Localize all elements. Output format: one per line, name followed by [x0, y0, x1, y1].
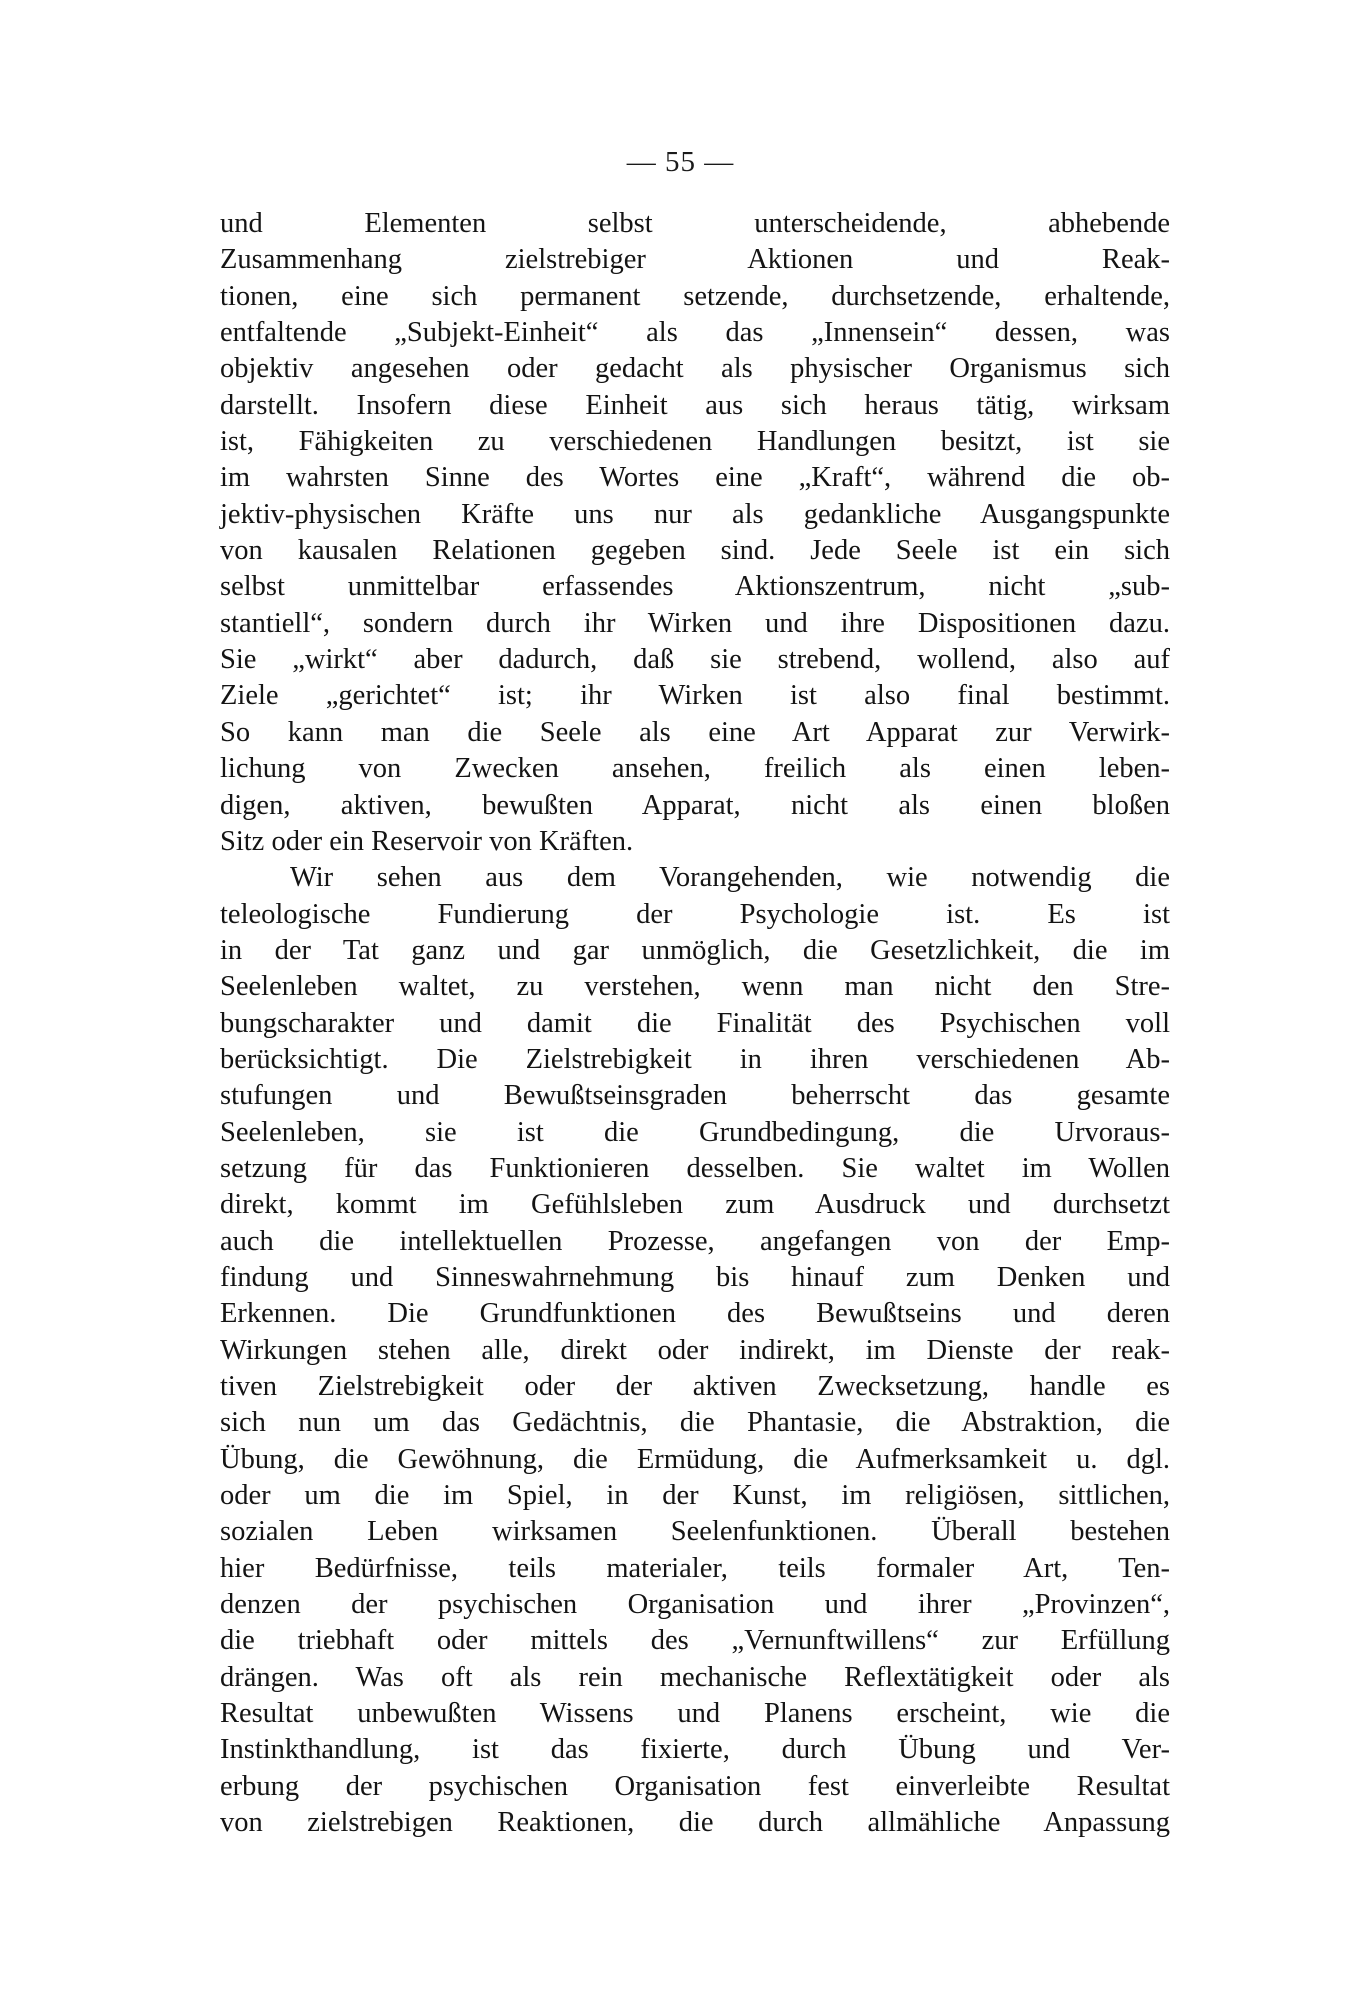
text-line: in der Tat ganz und gar unmöglich, die Gesetzlichkeit, die im — [220, 934, 1170, 966]
text-line: tiven Zielstrebigkeit oder der aktiven Zwecksetzung, handle es — [220, 1371, 1170, 1402]
text-line: So kann man die Seele als eine Art Apparat zur Verwirk- — [220, 716, 1170, 748]
text-line: berücksichtigt. Die Zielstrebigkeit in ihren verschiedenen Ab- — [220, 1043, 1170, 1075]
text-line: entfaltende „Subjekt-Einheit“ als das „Innensein“ dessen, was — [220, 317, 1170, 349]
text-line: die triebhaft oder mittels des „Vernunftwillens“ zur Erfüllung — [220, 1625, 1170, 1657]
text-line: jektiv-physischen Kräfte uns nur als gedankliche Ausgangspunkte — [220, 498, 1170, 530]
text-line: von zielstrebigen Reaktionen, die durch allmähliche Anpassung — [220, 1807, 1170, 1839]
text-line: Instinkthandlung, ist das fixierte, durch Übung und Ver- — [220, 1734, 1170, 1766]
text-line: Sitz oder ein Reservoir von Kräften. — [220, 825, 634, 857]
text-line: Zusammenhang zielstrebiger Aktionen und Reak- — [220, 244, 1170, 276]
text-line: auch die intellektuellen Prozesse, angefangen von der Emp- — [220, 1225, 1170, 1257]
text-line: teleologische Fundierung der Psychologie ist. Es ist — [220, 898, 1170, 930]
text-line: Seelenleben waltet, zu verstehen, wenn man nicht den Stre- — [220, 971, 1170, 1003]
text-line: von kausalen Relationen gegeben sind. Jede Seele ist ein sich — [220, 535, 1170, 567]
text-line: Erkennen. Die Grundfunktionen des Bewußtseins und deren — [220, 1298, 1170, 1330]
text-line: objektiv angesehen oder gedacht als physischer Organismus sich — [220, 353, 1170, 385]
text-line: darstellt. Insofern diese Einheit aus sich heraus tätig, wirksam — [220, 389, 1170, 421]
text-line: Sie „wirkt“ aber dadurch, daß sie strebend, wollend, also auf — [220, 644, 1170, 676]
text-line: setzung für das Funktionieren desselben. Sie waltet im Wollen — [220, 1152, 1170, 1184]
text-line: Seelenleben, sie ist die Grundbedingung, die Urvoraus- — [220, 1116, 1170, 1148]
text-line: drängen. Was oft als rein mechanische Reflextätigkeit oder als — [220, 1661, 1170, 1693]
text-line: findung und Sinneswahrnehmung bis hinauf zum Denken und — [220, 1261, 1170, 1293]
text-line: Ziele „gerichtet“ ist; ihr Wirken ist also final bestimmt. — [220, 680, 1170, 712]
text-line: Wir sehen aus dem Vorangehenden, wie notwendig die — [290, 862, 1170, 894]
text-line: digen, aktiven, bewußten Apparat, nicht als einen bloßen — [220, 789, 1170, 821]
text-line: hier Bedürfnisse, teils materialer, teils formaler Art, Ten- — [220, 1552, 1170, 1584]
text-line: sozialen Leben wirksamen Seelenfunktionen. Überall bestehen — [220, 1516, 1170, 1548]
text-line: stufungen und Bewußtseinsgraden beherrscht das gesamte — [220, 1080, 1170, 1112]
text-line: selbst unmittelbar erfassendes Aktionszentrum, nicht „sub- — [220, 571, 1170, 603]
text-line: sich nun um das Gedächtnis, die Phantasie, die Abstraktion, die — [220, 1407, 1170, 1439]
body-text — [220, 206, 1170, 1841]
text-line: im wahrsten Sinne des Wortes eine „Kraft“, während die ob- — [220, 462, 1170, 494]
text-line: und Elementen selbst unterscheidende, abhebende — [220, 208, 1170, 239]
text-line: Übung, die Gewöhnung, die Ermüdung, die Aufmerksamkeit u. dgl. — [220, 1443, 1170, 1475]
page-number: — 55 — — [626, 146, 735, 178]
text-line: bungscharakter und damit die Finalität des Psychischen voll — [220, 1007, 1170, 1039]
text-line: erbung der psychischen Organisation fest einverleibte Resultat — [220, 1770, 1170, 1802]
text-line: denzen der psychischen Organisation und ihrer „Provinzen“, — [220, 1589, 1170, 1621]
text-line: lichung von Zwecken ansehen, freilich als einen leben- — [220, 753, 1170, 785]
text-line: oder um die im Spiel, in der Kunst, im religiösen, sittlichen, — [220, 1480, 1170, 1512]
text-line: stantiell“, sondern durch ihr Wirken und ihre Dispositionen dazu. — [220, 607, 1170, 639]
text-line: Wirkungen stehen alle, direkt oder indirekt, im Dienste der reak- — [220, 1334, 1170, 1366]
text-line: Resultat unbewußten Wissens und Planens erscheint, wie die — [220, 1698, 1170, 1730]
text-line: tionen, eine sich permanent setzende, durchsetzende, erhaltende, — [220, 280, 1170, 312]
text-line: direkt, kommt im Gefühlsleben zum Ausdruck und durchsetzt — [220, 1189, 1170, 1221]
text-line: ist, Fähigkeiten zu verschiedenen Handlungen besitzt, ist sie — [220, 426, 1170, 458]
